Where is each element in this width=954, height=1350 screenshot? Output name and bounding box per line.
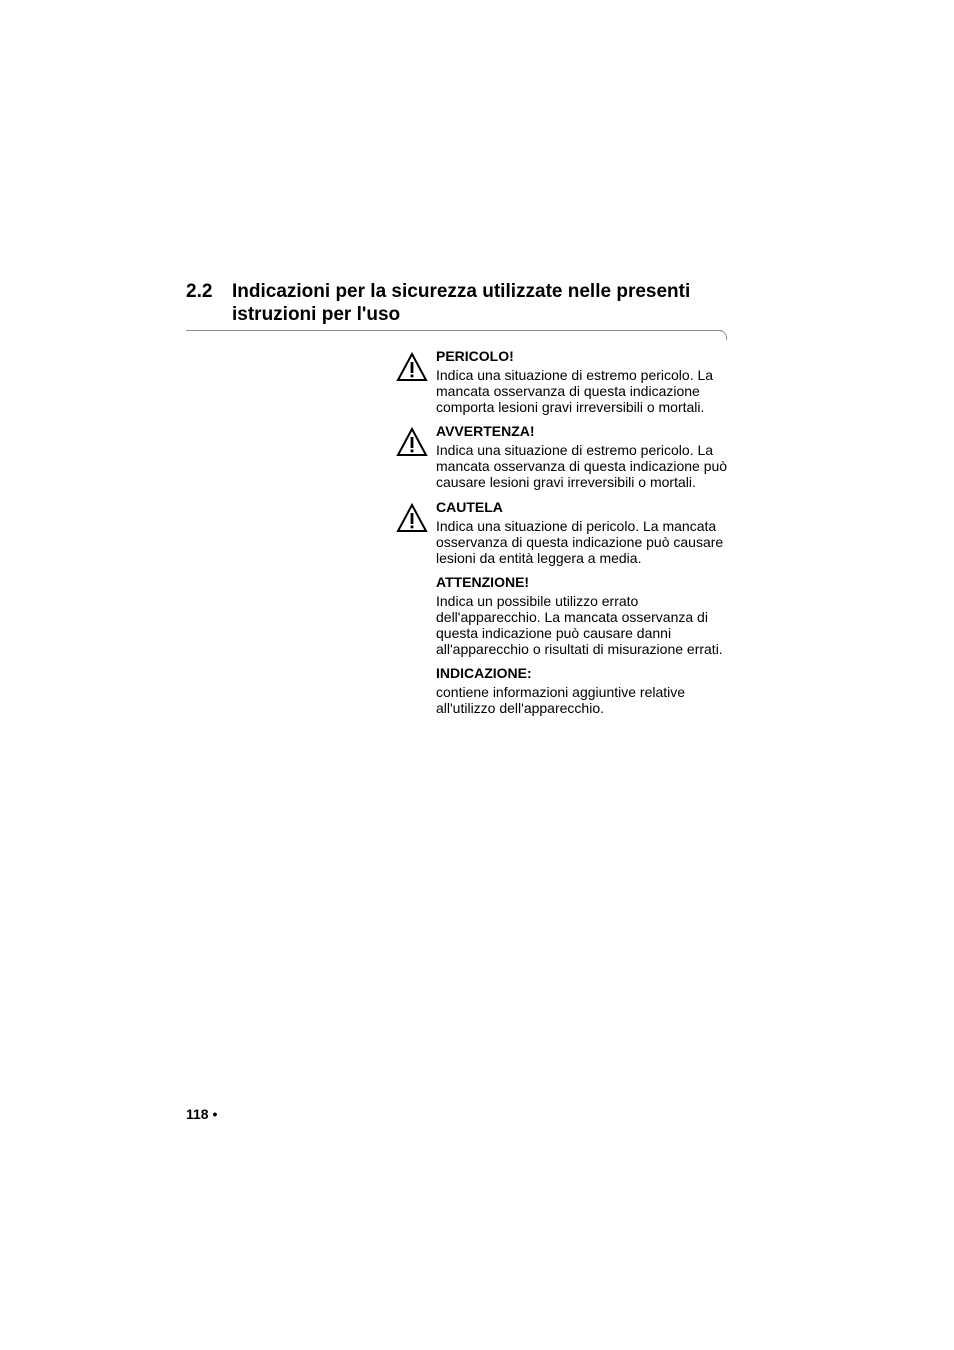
notice-text: Indica una situazione di pericolo. La mancata osservanza di questa indicazione può causare lesioni da entità leggera a media.: [436, 518, 724, 566]
notice-text: Indica una situazione di estremo pericolo. La mancata osservanza di questa indicazione comporta lesioni gravi irreversibili o mortali.: [436, 367, 714, 415]
heading-rule-hook: [718, 330, 727, 340]
section-title: Indicazioni per la sicurezza utilizzate nelle presenti istruzioni per l'uso: [232, 281, 691, 325]
page-number: 118 •: [186, 1106, 218, 1122]
notice-label: AVVERTENZA!: [436, 423, 535, 439]
notice-label: PERICOLO!: [436, 348, 514, 364]
notice-text: Indica un possibile utilizzo errato dell'apparecchio. La mancata osservanza di questa indicazione può causare danni all'apparecchio o risultati di misurazione errati.: [436, 593, 723, 657]
notice-avvertenza: [436, 423, 736, 490]
section-number: 2.2: [186, 281, 213, 302]
notice-indicazione: [436, 665, 736, 716]
notice-cautela: [436, 499, 736, 566]
notice-label: ATTENZIONE!: [436, 574, 530, 590]
notice-text: contiene informazioni aggiuntive relative all'utilizzo dell'apparecchio.: [436, 684, 686, 716]
notice-label: CAUTELA: [436, 499, 503, 515]
notice-pericolo: [436, 348, 736, 415]
notice-attenzione: [436, 574, 736, 657]
notice-text: Indica una situazione di estremo pericolo. La mancata osservanza di questa indicazione può causare lesioni gravi irreversibili o mortali.: [436, 442, 728, 490]
notice-label: INDICAZIONE:: [436, 665, 532, 681]
warning-triangle-icon: [396, 352, 428, 382]
warning-triangle-icon: [396, 427, 428, 457]
warning-triangle-icon: [396, 503, 428, 533]
heading-rule: [186, 330, 722, 331]
